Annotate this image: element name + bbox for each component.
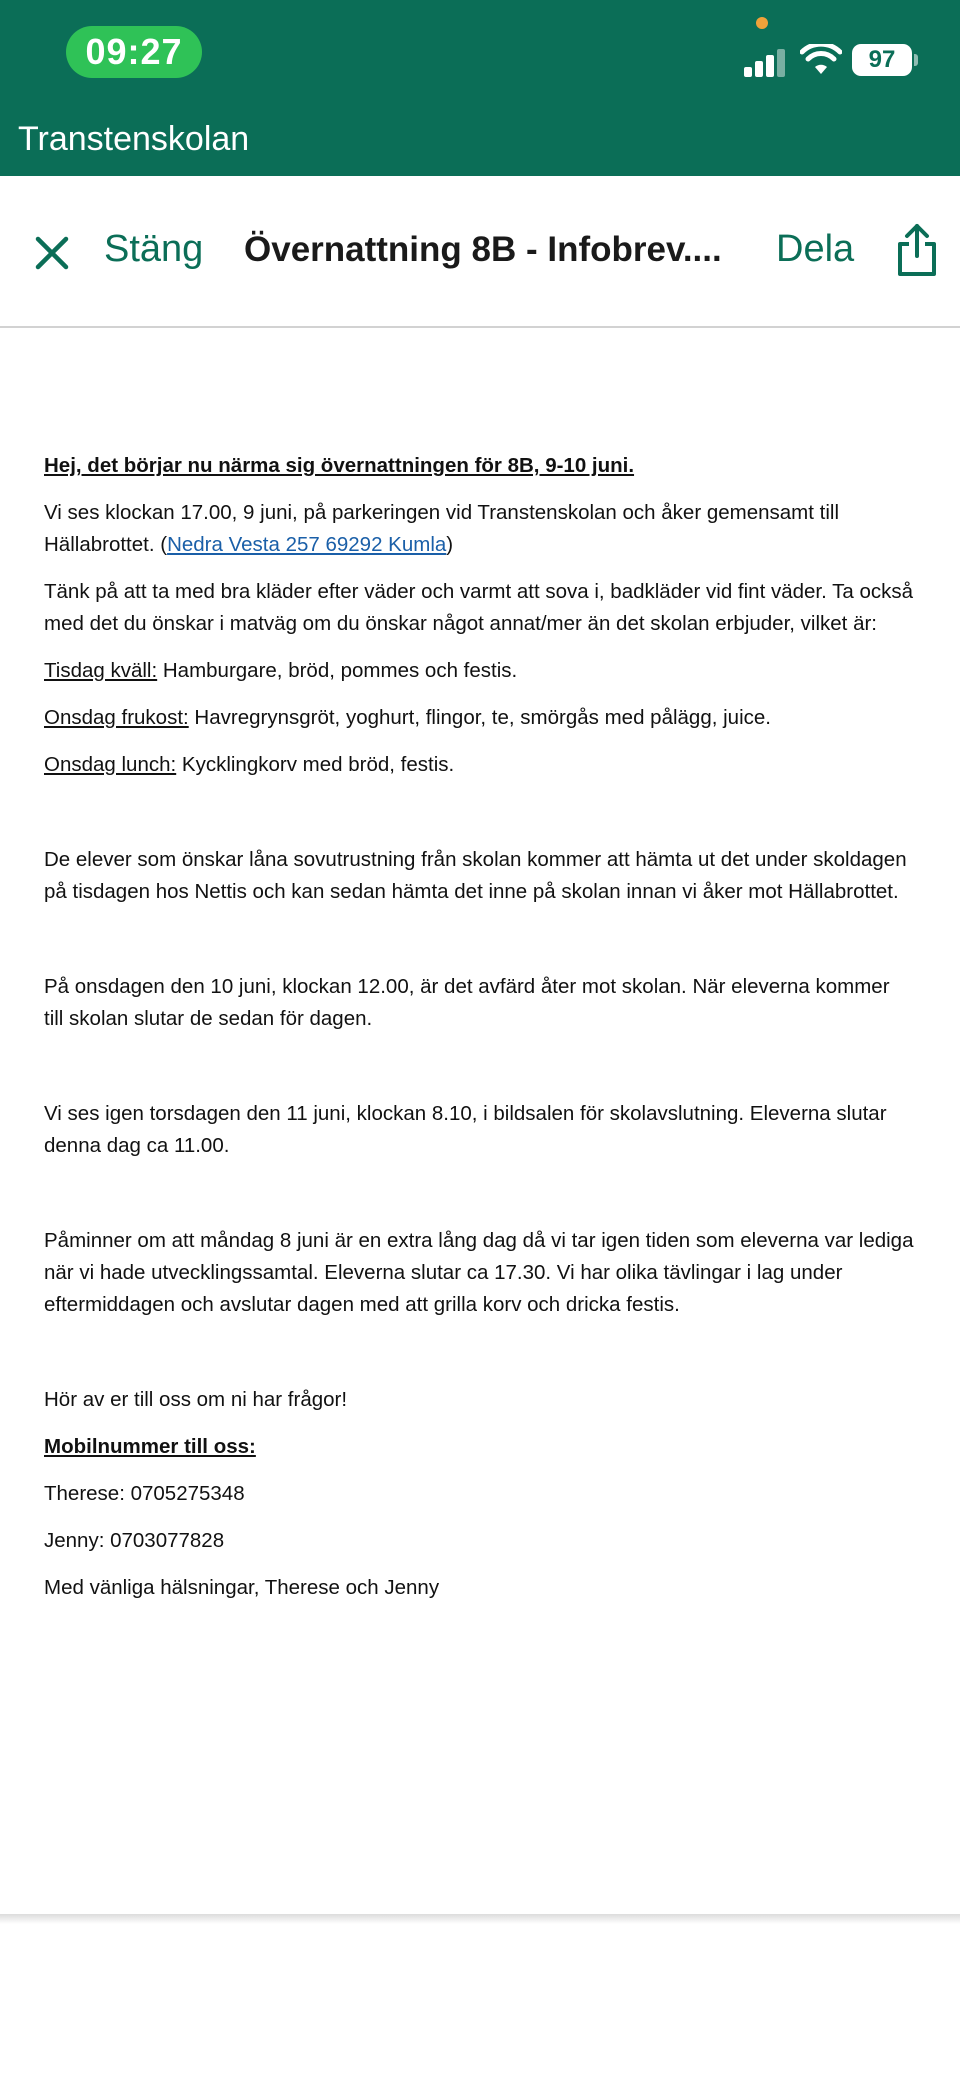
- battery-tip: [914, 54, 918, 66]
- address-link[interactable]: Nedra Vesta 257 69292 Kumla: [167, 533, 447, 556]
- phone-heading: [44, 1431, 914, 1463]
- privacy-indicator-icon: [756, 17, 768, 29]
- reminder-paragraph: Påminner om att måndag 8 juni är en extra lång dag då vi tar igen tiden som eleverna var lediga när vi hade utvecklingssamtal. Eleverna slutar ca 17.30. Vi har olika tävlingar i lag under eftermiddagen och avslutar dagen med att grilla korv och dricka festis.: [44, 1229, 914, 1316]
- graduation-paragraph: Vi ses igen torsdagen den 11 juni, klockan 8.10, i bildsalen för skolavslutning. Eleverna slutar denna dag ca 11.00.: [44, 1102, 887, 1157]
- share-button[interactable]: Dela: [776, 228, 855, 270]
- wifi-icon: [800, 44, 842, 76]
- meal-item: [44, 702, 914, 734]
- meal-text: Havregrynsgröt, yoghurt, flingor, te, smörgås med pålägg, juice.: [188, 706, 771, 729]
- return-paragraph: På onsdagen den 10 juni, klockan 12.00, är det avfärd åter mot skolan. När eleverna kommer till skolan slutar de sedan för dagen.: [44, 975, 890, 1030]
- document-title: Övernattning 8B - Infobrev....: [244, 230, 722, 269]
- contact-line: Therese: 0705275348: [44, 1482, 245, 1505]
- meeting-close: ): [446, 533, 454, 556]
- close-icon[interactable]: [32, 233, 72, 273]
- meal-text: Kycklingkorv med bröd, festis.: [176, 753, 455, 776]
- app-title: Transtenskolan: [18, 120, 250, 158]
- battery-icon: 97: [852, 44, 912, 76]
- close-button[interactable]: Stäng: [104, 228, 204, 270]
- equipment-paragraph: De elever som önskar låna sovutrustning från skolan kommer att hämta ut det under skoldagen på tisdagen hos Nettis och kan sedan hämta det inne på skolan innan vi åker mot Hällabrottet.: [44, 848, 907, 903]
- packing-paragraph: Tänk på att ta med bra kläder efter väder och varmt att sova i, badkläder vid fint väder. Ta också med det du önskar i matväg om du önskar något annat/mer än det skolan erbjuder, vilket är:: [44, 580, 914, 635]
- meal-item: [44, 749, 914, 781]
- meal-label: Onsdag frukost:: [44, 706, 189, 729]
- document-bottom-edge: [0, 1914, 960, 1924]
- share-icon[interactable]: [894, 222, 940, 278]
- signal-icon: [744, 45, 788, 77]
- meal-text: Hamburgare, bröd, pommes och festis.: [157, 659, 518, 682]
- questions-paragraph: Hör av er till oss om ni har frågor!: [44, 1388, 348, 1411]
- letter-heading: Hej, det börjar nu närma sig övernattningen för 8B, 9-10 juni.: [44, 454, 635, 477]
- meeting-paragraph: [44, 497, 914, 561]
- meal-label: Tisdag kväll:: [44, 659, 158, 682]
- meeting-text: Vi ses klockan 17.00, 9 juni, på parkeringen vid Transtenskolan och åker gemensamt till Hällabrottet. (: [44, 501, 840, 556]
- contact-line: Jenny: 0703077828: [44, 1529, 225, 1552]
- phone-heading-text: Mobilnummer till oss:: [44, 1435, 256, 1458]
- letter-body: [44, 450, 914, 1604]
- meal-item: [44, 655, 914, 687]
- app-header: [0, 0, 960, 176]
- meal-label: Onsdag lunch:: [44, 753, 177, 776]
- signoff: Med vänliga hälsningar, Therese och Jenny: [44, 1576, 440, 1599]
- status-time: 09:27: [66, 26, 202, 78]
